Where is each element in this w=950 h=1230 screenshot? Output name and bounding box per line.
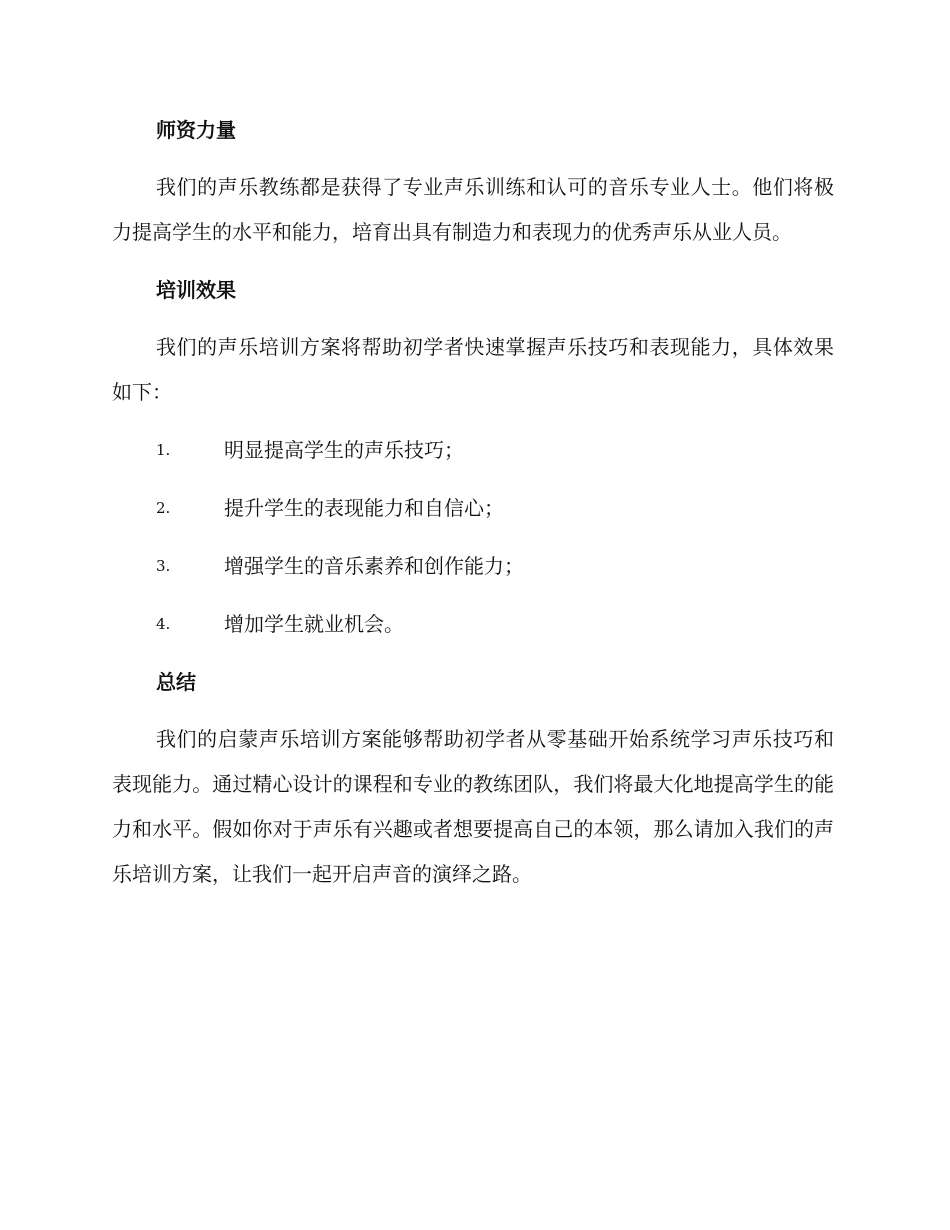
- list-item-number: 2.: [156, 499, 171, 517]
- list-item-text: 明显提高学生的声乐技巧；: [224, 438, 464, 462]
- results-list: [112, 428, 834, 647]
- list-item: [112, 544, 834, 589]
- list-item: [112, 602, 834, 647]
- section-paragraph-faculty: 我们的声乐教练都是获得了专业声乐训练和认可的音乐专业人士。他们将极力提高学生的水平和能力，培育出具有制造力和表现力的优秀声乐从业人员。: [112, 175, 834, 244]
- list-item-number: 3.: [156, 557, 171, 575]
- list-item-text: 增强学生的音乐素养和创作能力；: [224, 554, 524, 578]
- section-heading-results: 培训效果: [156, 278, 236, 302]
- list-item-text: 增加学生就业机会。: [224, 612, 404, 636]
- section-paragraph-summary: 我们的启蒙声乐培训方案能够帮助初学者从零基础开始系统学习声乐技巧和表现能力。通过精心设计的课程和专业的教练团队，我们将最大化地提高学生的能力和水平。假如你对于声乐有兴趣或者想要提高自己的本领，那么请加入我们的声乐培训方案，让我们一起开启声音的演绎之路。: [112, 727, 834, 886]
- section-heading-faculty: 师资力量: [156, 118, 236, 142]
- list-item-number: 1.: [156, 441, 171, 459]
- list-item-text: 提升学生的表现能力和自信心；: [224, 496, 504, 520]
- list-item-number: 4.: [156, 615, 171, 633]
- section-paragraph-results: 我们的声乐培训方案将帮助初学者快速掌握声乐技巧和表现能力，具体效果如下：: [112, 335, 834, 404]
- document-content: [112, 108, 834, 910]
- list-item: [112, 486, 834, 531]
- section-heading-summary: 总结: [156, 670, 196, 694]
- list-item: [112, 428, 834, 473]
